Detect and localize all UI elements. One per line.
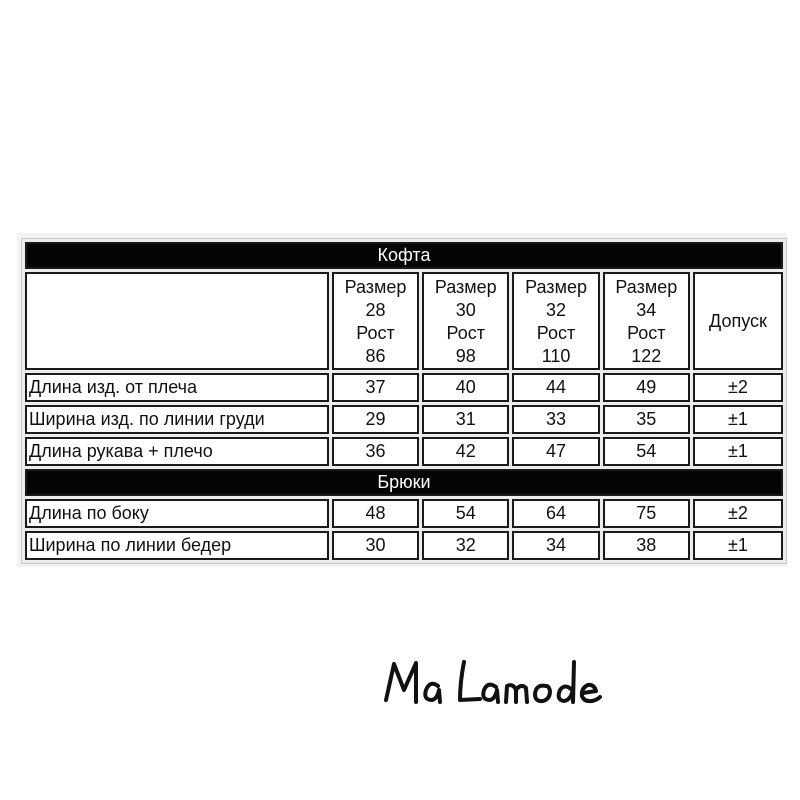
size-chart-table bbox=[21, 238, 787, 564]
measurement-value: 34 bbox=[512, 531, 599, 560]
tolerance-value: ±2 bbox=[693, 499, 783, 528]
measurement-value: 47 bbox=[512, 437, 599, 466]
measurement-value: 54 bbox=[422, 499, 509, 528]
size-value: 34 bbox=[636, 300, 657, 320]
measurement-value: 49 bbox=[603, 373, 690, 402]
size-label: Размер bbox=[615, 277, 678, 297]
size-value: 30 bbox=[455, 300, 476, 320]
tolerance-value: ±1 bbox=[693, 531, 783, 560]
section-header-pants: Брюки bbox=[25, 469, 783, 496]
section-header-jacket: Кофта bbox=[25, 242, 783, 269]
measurement-value: 64 bbox=[512, 499, 599, 528]
measurement-value: 38 bbox=[603, 531, 690, 560]
size-label: Размер bbox=[525, 277, 587, 297]
table-row bbox=[25, 531, 783, 560]
size-header-cell bbox=[332, 272, 419, 370]
measurement-value: 35 bbox=[603, 405, 690, 434]
measurement-value: 40 bbox=[422, 373, 509, 402]
measurement-value: 44 bbox=[512, 373, 599, 402]
size-label: Размер bbox=[434, 277, 497, 297]
size-header-cell bbox=[603, 272, 690, 370]
measurement-value: 33 bbox=[512, 405, 599, 434]
height-label: Рост bbox=[536, 323, 576, 343]
measurement-label: Длина рукава + плечо bbox=[25, 437, 329, 466]
measurement-value: 30 bbox=[332, 531, 419, 560]
measurement-value: 31 bbox=[422, 405, 509, 434]
measurement-value: 48 bbox=[332, 499, 419, 528]
height-value: 86 bbox=[365, 346, 386, 366]
size-header-cell bbox=[422, 272, 509, 370]
height-value: 110 bbox=[541, 346, 571, 366]
size-value: 28 bbox=[365, 300, 386, 320]
header-blank-cell bbox=[25, 272, 329, 370]
tolerance-header: Допуск bbox=[693, 272, 783, 370]
measurement-value: 32 bbox=[422, 531, 509, 560]
measurement-value: 75 bbox=[603, 499, 690, 528]
size-chart-panel bbox=[17, 233, 787, 567]
tolerance-value: ±1 bbox=[693, 437, 783, 466]
size-value: 32 bbox=[546, 300, 567, 320]
brand-logo bbox=[380, 650, 615, 715]
size-label: Размер bbox=[344, 277, 407, 297]
height-label: Рост bbox=[627, 323, 666, 343]
measurement-value: 29 bbox=[332, 405, 419, 434]
measurement-label: Длина изд. от плеча bbox=[25, 373, 329, 402]
table-row bbox=[25, 405, 783, 434]
table-row bbox=[25, 437, 783, 466]
section-header-row bbox=[25, 242, 783, 269]
height-value: 98 bbox=[455, 346, 476, 366]
tolerance-value: ±1 bbox=[693, 405, 783, 434]
section-header-row bbox=[25, 469, 783, 496]
measurement-value: 54 bbox=[603, 437, 690, 466]
height-label: Рост bbox=[356, 323, 395, 343]
measurement-label: Длина по боку bbox=[25, 499, 329, 528]
measurement-value: 37 bbox=[332, 373, 419, 402]
measurement-label: Ширина изд. по линии груди bbox=[25, 405, 329, 434]
table-row bbox=[25, 373, 783, 402]
tolerance-value: ±2 bbox=[693, 373, 783, 402]
height-value: 122 bbox=[631, 346, 662, 366]
table-row bbox=[25, 499, 783, 528]
measurement-value: 36 bbox=[332, 437, 419, 466]
size-header-cell bbox=[512, 272, 599, 370]
measurement-value: 42 bbox=[422, 437, 509, 466]
height-label: Рост bbox=[446, 323, 486, 343]
measurement-label: Ширина по линии бедер bbox=[25, 531, 329, 560]
size-header-row bbox=[25, 272, 783, 370]
